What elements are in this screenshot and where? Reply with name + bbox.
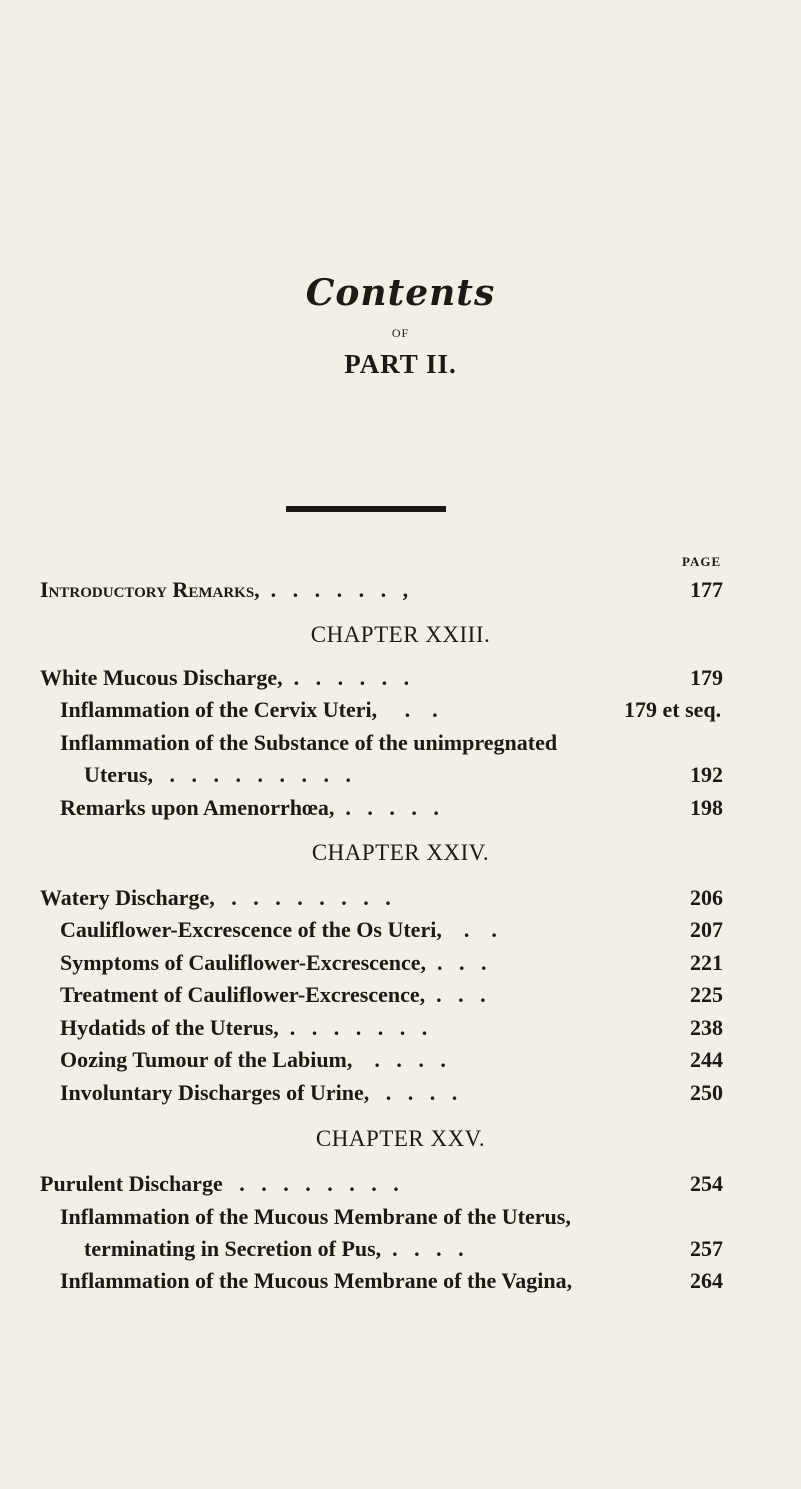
toc-entry: Involuntary Discharges of Urine, . . . . [60, 1080, 458, 1105]
toc-entry: Remarks upon Amenorrhœa, . . . . . [60, 795, 439, 820]
chapter-heading-xxiii: CHAPTER XXIII. [310, 622, 491, 647]
toc-entry: Cauliflower-Excrescence of the Os Uteri, . . [60, 917, 497, 942]
part-heading: PART II. [344, 349, 457, 379]
toc-page-number: 192 [690, 762, 723, 787]
toc-entry-label: Introductory Remarks, . . . . . . , [40, 577, 409, 602]
toc-page-number: 179 et seq. [624, 697, 722, 722]
chapter-heading-xxiv: CHAPTER XXIV. [311, 840, 490, 865]
toc-page-number: 254 [690, 1171, 723, 1196]
toc-entry: Uterus, . . . . . . . . . [84, 762, 352, 787]
toc-entry: Hydatids of the Uterus, . . . . . . . [60, 1015, 428, 1040]
page-column-label: PAGE [682, 554, 722, 569]
toc-page-number: 264 [690, 1268, 723, 1293]
toc-page-number: 198 [690, 795, 723, 820]
toc-entry: Inflammation of the Cervix Uteri, . . [60, 697, 438, 722]
toc-page-number: 244 [690, 1047, 723, 1072]
toc-entry: Symptoms of Cauliflower-Excrescence, . . . [60, 950, 487, 975]
toc-page-number: 207 [690, 917, 723, 942]
toc-entry: Treatment of Cauliflower-Excrescence, . . . [60, 982, 486, 1007]
toc-entry: Inflammation of the Substance of the unimpregnated [60, 730, 558, 755]
divider-rule [286, 506, 446, 512]
toc-entry: Inflammation of the Mucous Membrane of the Uterus, [60, 1204, 571, 1229]
page-title: Contents [305, 272, 496, 314]
toc-entry-introductory-remarks [40, 577, 408, 603]
toc-entry: terminating in Secretion of Pus, . . . . [84, 1236, 464, 1261]
toc-page-number: 257 [690, 1236, 723, 1261]
toc-page-number: 250 [690, 1080, 723, 1105]
toc-entry: Watery Discharge, . . . . . . . . [40, 885, 391, 910]
toc-page-number: 221 [690, 950, 723, 975]
toc-entry: Oozing Tumour of the Labium, . . . . [60, 1047, 446, 1072]
chapter-heading-xxv: CHAPTER XXV. [315, 1126, 486, 1151]
toc-entry: White Mucous Discharge, . . . . . . [40, 665, 410, 690]
toc-entry: Purulent Discharge . . . . . . . . [40, 1171, 399, 1196]
toc-page-number: 238 [690, 1015, 723, 1040]
toc-page-number: 225 [690, 982, 723, 1007]
toc-page-number: 179 [690, 665, 723, 690]
toc-entry: Inflammation of the Mucous Membrane of the Vagina, [60, 1268, 573, 1293]
title-of: OF [391, 326, 410, 340]
toc-page-number: 177 [690, 577, 723, 602]
toc-page-number: 206 [690, 885, 723, 910]
